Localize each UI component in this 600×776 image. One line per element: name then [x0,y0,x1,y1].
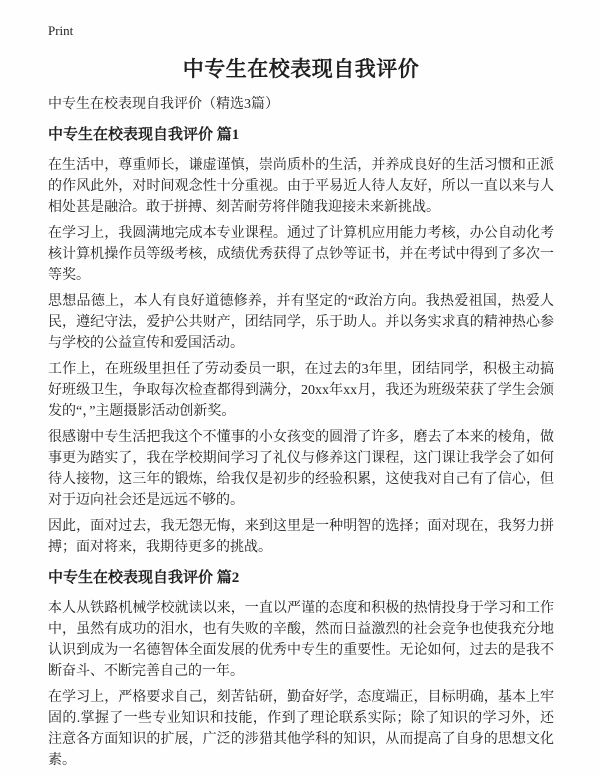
paragraph-life: 在生活中，尊重师长，谦虚谨慎，崇尚质朴的生活，并养成良好的生活习惯和正派的作风此外，对时间观念性十分重视。由于平易近人待人友好，所以一直以来与人相处甚是融洽。敢于拼搏、刻苦耐劳将伴随我迎接未来新挑战。 [48,158,554,215]
section-2-heading: 中专生在校表现自我评价 篇2 [48,570,240,586]
paragraph-study: 在学习上，我圆满地完成本专业课程。通过了计算机应用能力考核，办公自动化考核计算机操作员等级考核，成绩优秀获得了点钞等证书，并在考试中得到了多次一等奖。 [48,226,554,283]
page-title: 中专生在校表现自我评价 [182,57,420,81]
doc-subtitle: 中专生在校表现自我评价（精选3篇） [48,97,279,112]
paragraph-intro-2: 本人从铁路机械学校就读以来，一直以严谨的态度和积极的热情投身于学习和工作中，虽然有成功的泪水，也有失败的辛酸，然而日益激烈的社会竞争也使我充分地认识到成为一名德智体全面发展的优秀中专生的重要性。无论如何，过去的是我不断奋斗、不断完善自己的一年。 [48,601,554,679]
paragraph-study-2: 在学习上，严格要求自己，刻苦钻研，勤奋好学，态度端正，目标明确，基本上牢固的.掌握了一些专业知识和技能，作到了理论联系实际；除了知识的学习外，还注意各方面知识的扩展，广泛的涉猎其他学科的知识，从而提高了自身的思想文化素。 [48,690,554,768]
print-link[interactable]: Print [48,23,74,38]
paragraph-gratitude: 很感谢中专生活把我这个不懂事的小女孩变的圆滑了许多，磨去了本来的棱角，做事更为踏实了，我在学校期间学习了礼仪与修养这门课程，这门课让我学会了如何待人接物，这三年的锻炼，给我仅是初步的经验积累，这使我对自己有了信心，但对于迈向社会还是远远不够的。 [48,430,554,508]
paragraph-morality: 思想品德上，本人有良好道德修养，并有坚定的“政治方向。我热爱祖国，热爱人民，遵纪守法，爱护公共财产，团结同学，乐于助人。并以务实求真的精神热心参与学校的公益宣传和爱国活动。 [48,294,554,351]
paragraph-work: 工作上，在班级里担任了劳动委员一职，在过去的3年里，团结同学，积极主动搞好班级卫生，争取每次检查都得到满分，20xx年xx月，我还为班级荣获了学生会颁发的“，”主题摄影活动创新奖。 [48,362,554,419]
section-1-heading: 中专生在校表现自我评价 篇1 [48,127,240,143]
paragraph-conclusion: 因此，面对过去，我无怨无悔，来到这里是一种明智的选择；面对现在，我努力拼搏；面对将来，我期待更多的挑战。 [48,519,554,555]
